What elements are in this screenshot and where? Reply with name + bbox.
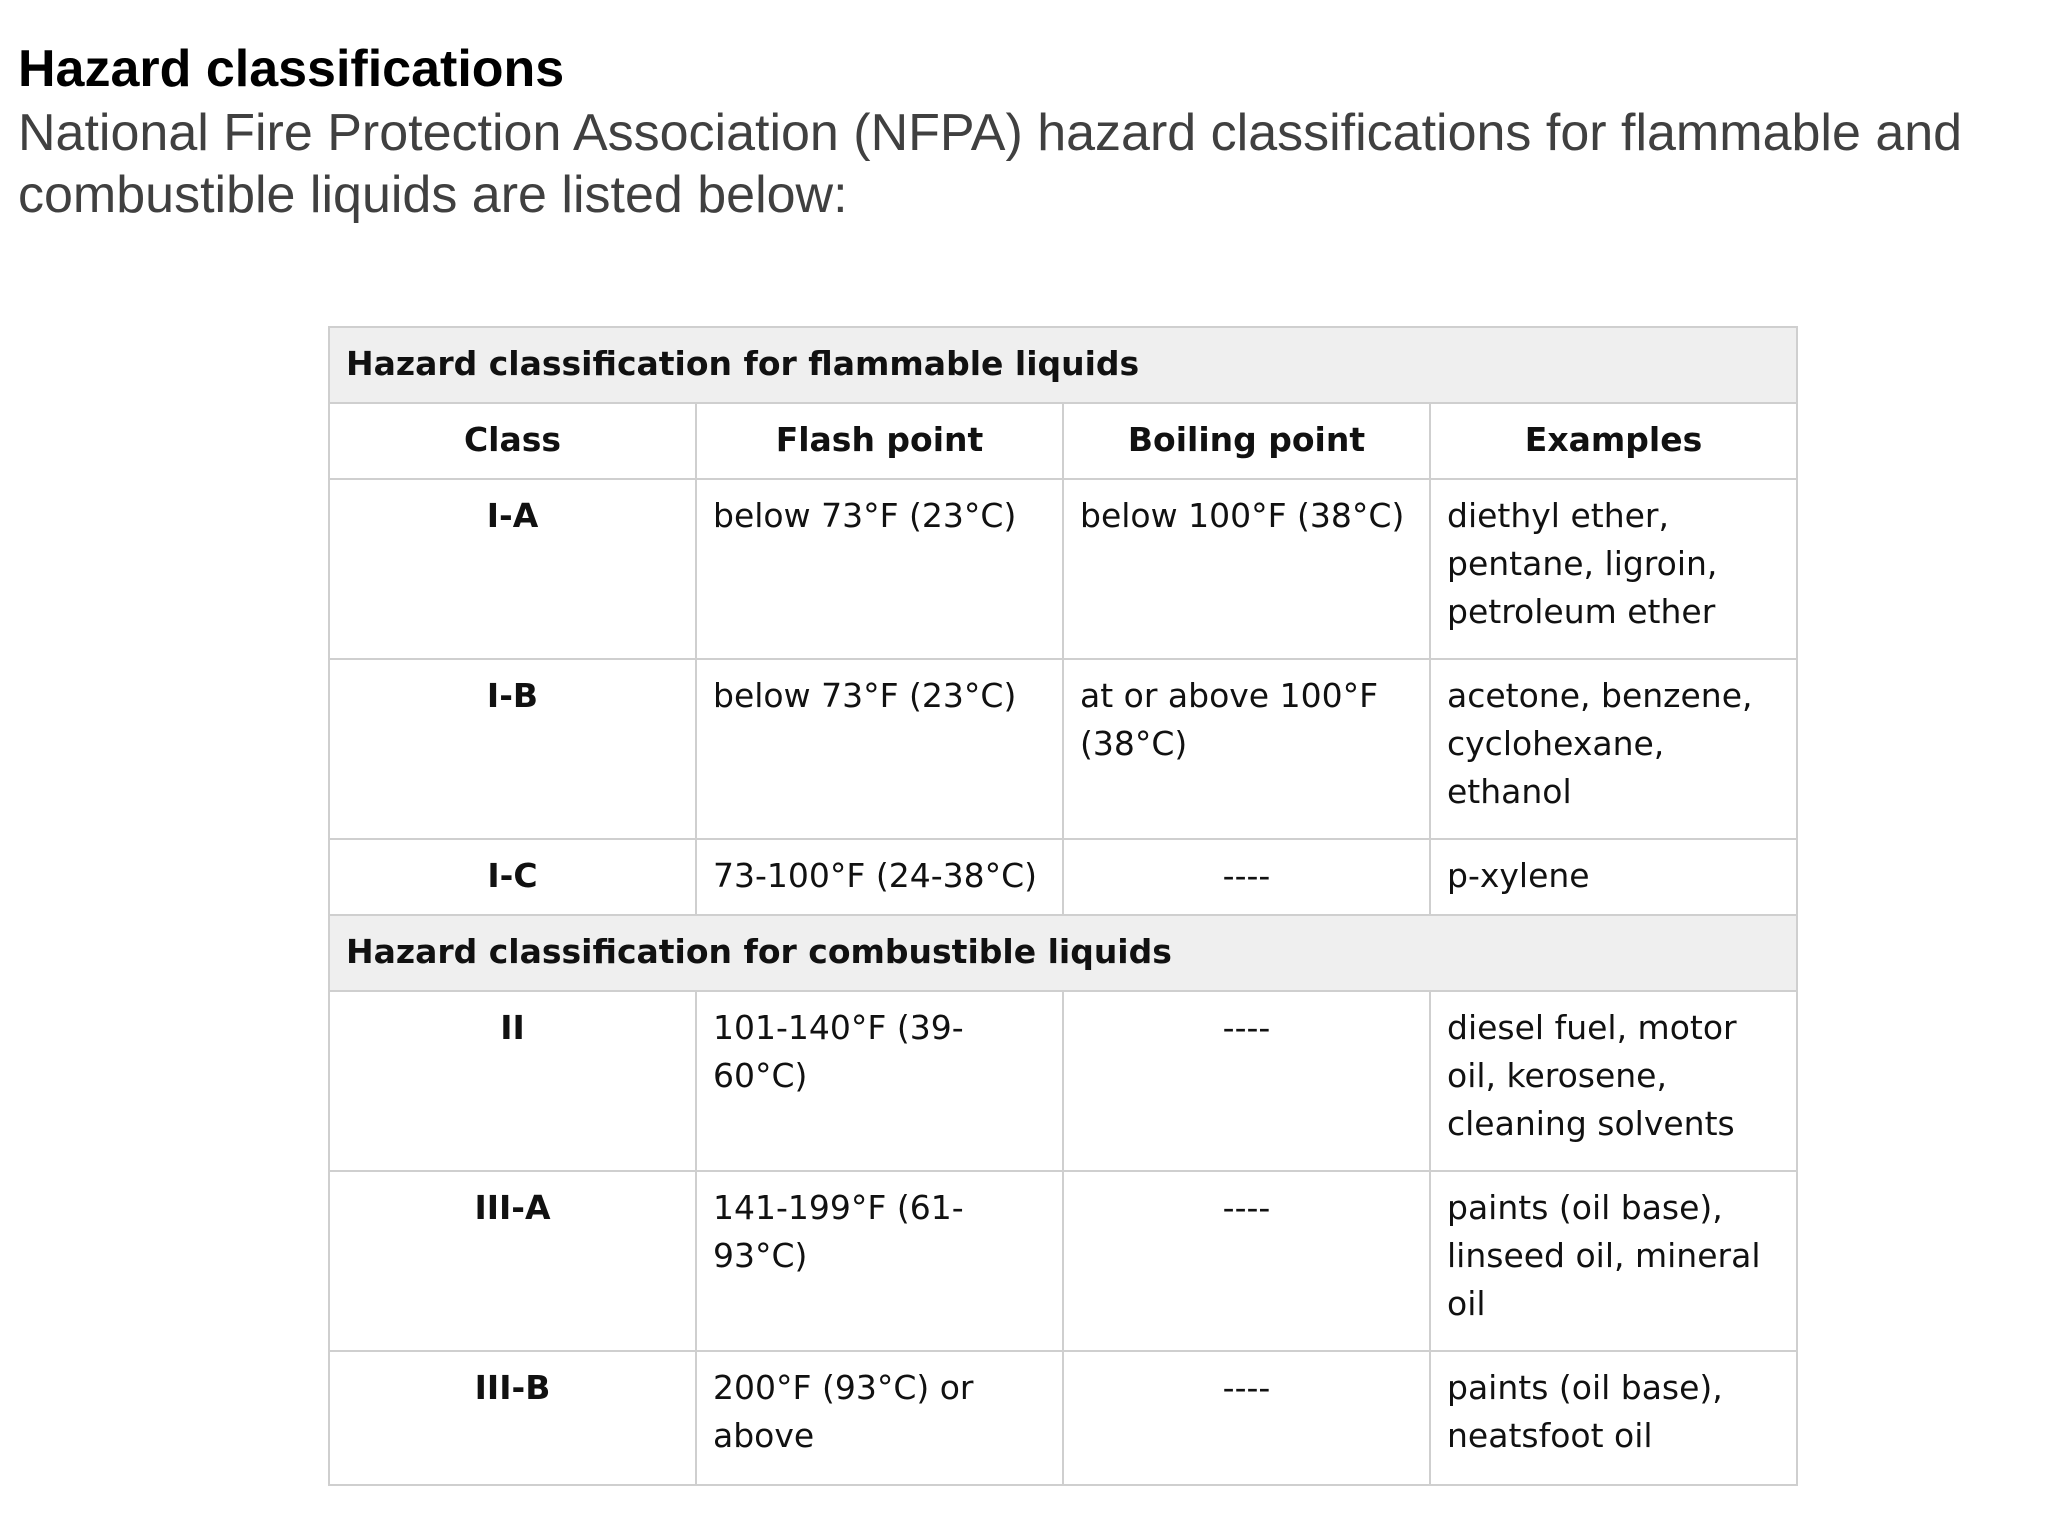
examples-cell: paints (oil base), linseed oil, mineral oil [1430, 1171, 1797, 1351]
examples-cell: diethyl ether, pentane, ligroin, petroleum ether [1430, 479, 1797, 659]
column-header-flash-point: Flash point [696, 403, 1063, 479]
examples-cell: p-xylene [1430, 839, 1797, 915]
flash-point-cell: below 73°F (23°C) [696, 479, 1063, 659]
table-row-class-i-c [329, 839, 1797, 915]
flash-point-cell: 101-140°F (39-60°C) [696, 991, 1063, 1171]
table-row-class-i-a [329, 479, 1797, 659]
column-header-row [329, 403, 1797, 479]
class-cell: I-B [329, 659, 696, 839]
hazard-classification-table [328, 326, 1798, 1486]
examples-cell: acetone, benzene, cyclohexane, ethanol [1430, 659, 1797, 839]
flash-point-cell: 200°F (93°C) or above [696, 1351, 1063, 1485]
section-header-combustible [329, 915, 1797, 991]
boiling-point-cell: at or above 100°F (38°C) [1063, 659, 1430, 839]
class-cell: II [329, 991, 696, 1171]
section-title-combustible: Hazard classification for combustible liquids [329, 915, 1797, 991]
boiling-point-cell: below 100°F (38°C) [1063, 479, 1430, 659]
page-title: Hazard classifications [18, 40, 565, 98]
table-row-class-i-b [329, 659, 1797, 839]
table-row-class-iii-a [329, 1171, 1797, 1351]
flash-point-cell: below 73°F (23°C) [696, 659, 1063, 839]
column-header-examples: Examples [1430, 403, 1797, 479]
examples-cell: paints (oil base), neatsfoot oil [1430, 1351, 1797, 1485]
boiling-point-cell: ---- [1063, 991, 1430, 1171]
column-header-class: Class [329, 403, 696, 479]
flash-point-cell: 73-100°F (24-38°C) [696, 839, 1063, 915]
section-header-flammable [329, 327, 1797, 403]
boiling-point-cell: ---- [1063, 839, 1430, 915]
examples-cell: diesel fuel, motor oil, kerosene, cleaning solvents [1430, 991, 1797, 1171]
table-row-class-iii-b [329, 1351, 1797, 1485]
boiling-point-cell: ---- [1063, 1351, 1430, 1485]
boiling-point-cell: ---- [1063, 1171, 1430, 1351]
section-title-flammable: Hazard classification for flammable liquids [329, 327, 1797, 403]
class-cell: III-A [329, 1171, 696, 1351]
flash-point-cell: 141-199°F (61-93°C) [696, 1171, 1063, 1351]
column-header-boiling-point: Boiling point [1063, 403, 1430, 479]
class-cell: I-C [329, 839, 696, 915]
intro-paragraph: National Fire Protection Association (NFPA) hazard classifications for flammable and combustible liquids are listed below: [18, 104, 1963, 224]
table-row-class-ii [329, 991, 1797, 1171]
class-cell: III-B [329, 1351, 696, 1485]
class-cell: I-A [329, 479, 696, 659]
